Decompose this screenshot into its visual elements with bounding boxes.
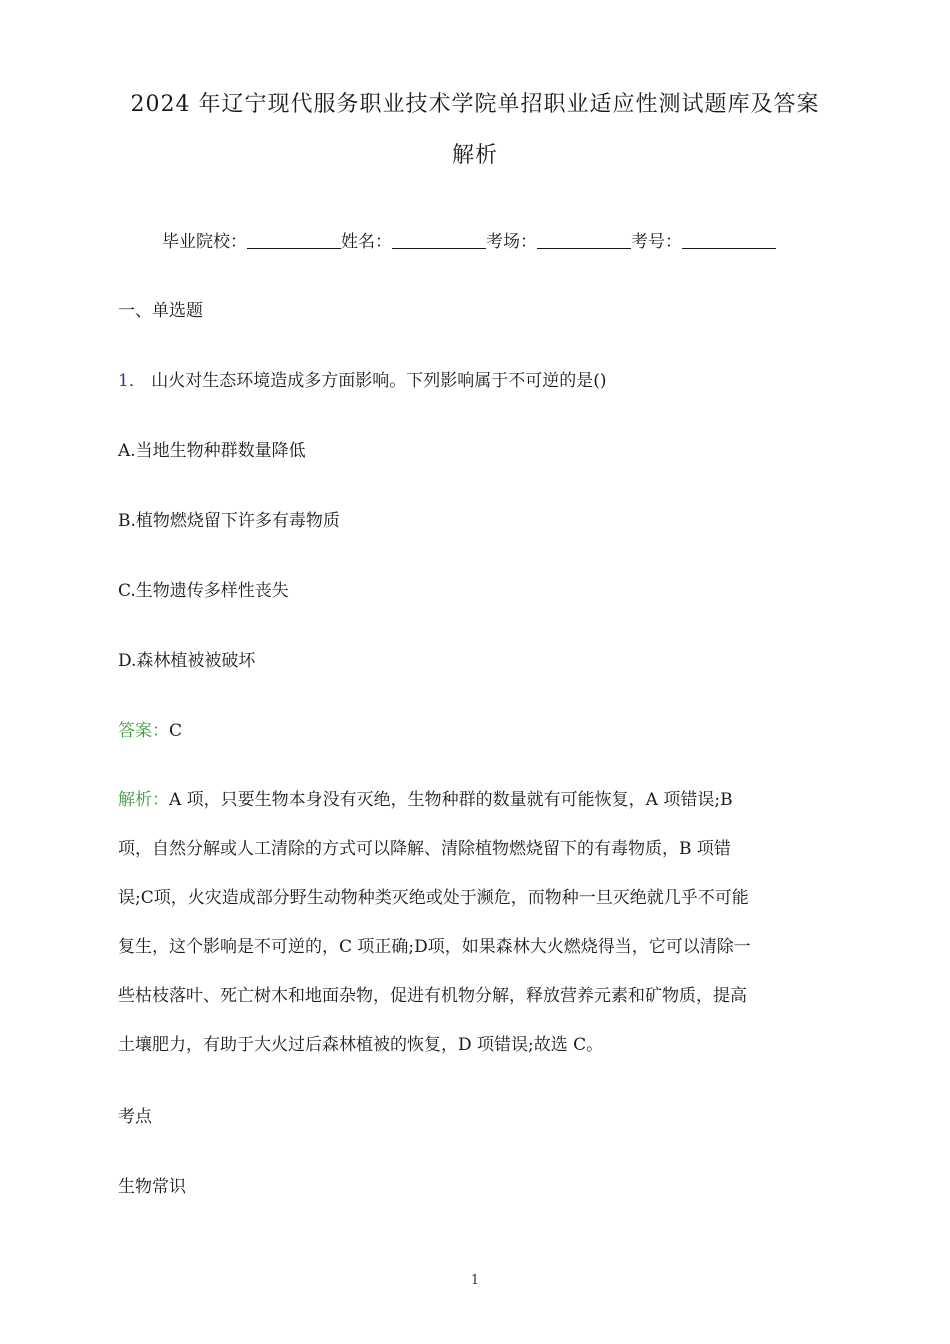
room-blank (537, 230, 631, 249)
analysis-label: 解析： (118, 790, 169, 810)
question-text: 山火对生态环境造成多方面影响。下列影响属于不可逆的是() (151, 371, 607, 391)
number-blank (682, 230, 776, 249)
answer-label: 答案： (118, 721, 169, 741)
number-label: 考号： (631, 232, 682, 252)
analysis-line: 土壤肥力，有助于大火过后森林植被的恢复，D 项错误;故选 C。 (118, 1035, 604, 1055)
school-blank (247, 230, 341, 249)
name-blank (392, 230, 486, 249)
option-c: C.生物遗传多样性丧失 (118, 581, 289, 601)
analysis-line: 复生，这个影响是不可逆的，C 项正确;D项，如果森林大火燃烧得当，它可以清除一 (118, 937, 751, 957)
page-title-line2: 解析 (451, 143, 498, 168)
question-stem (118, 369, 607, 393)
section-heading: 一、单选题 (118, 301, 203, 321)
analysis-line: 解析：A 项，只要生物本身没有灭绝，生物种群的数量就有可能恢复，A 项错误;B (118, 790, 733, 810)
question-number: 1． (118, 371, 146, 391)
answer-line (118, 719, 182, 743)
name-label: 姓名： (341, 232, 392, 252)
room-label: 考场： (486, 232, 537, 252)
analysis-block (118, 776, 838, 1070)
analysis-line: 误;C项，火灾造成部分野生动物种类灭绝或处于濒危，而物种一旦灭绝就几乎不可能 (118, 888, 749, 908)
analysis-line: 项，自然分解或人工清除的方式可以降解、清除植物燃烧留下的有毒物质，B 项错 (118, 839, 731, 859)
exam-info-row (162, 230, 776, 254)
page-number: 1 (470, 1273, 480, 1288)
school-label: 毕业院校： (162, 232, 247, 252)
kaodian-label: 考点 (118, 1107, 152, 1127)
page-title-line1: 2024 年辽宁现代服务职业技术学院单招职业适应性测试题库及答案 (130, 92, 820, 117)
option-b: B.植物燃烧留下许多有毒物质 (118, 511, 340, 531)
kaodian-value: 生物常识 (118, 1177, 186, 1197)
analysis-line: 些枯枝落叶、死亡树木和地面杂物，促进有机物分解，释放营养元素和矿物质，提高 (118, 986, 747, 1006)
option-d: D.森林植被被破坏 (118, 651, 256, 671)
option-a: A.当地生物种群数量降低 (118, 441, 306, 461)
answer-value: C (169, 721, 183, 741)
